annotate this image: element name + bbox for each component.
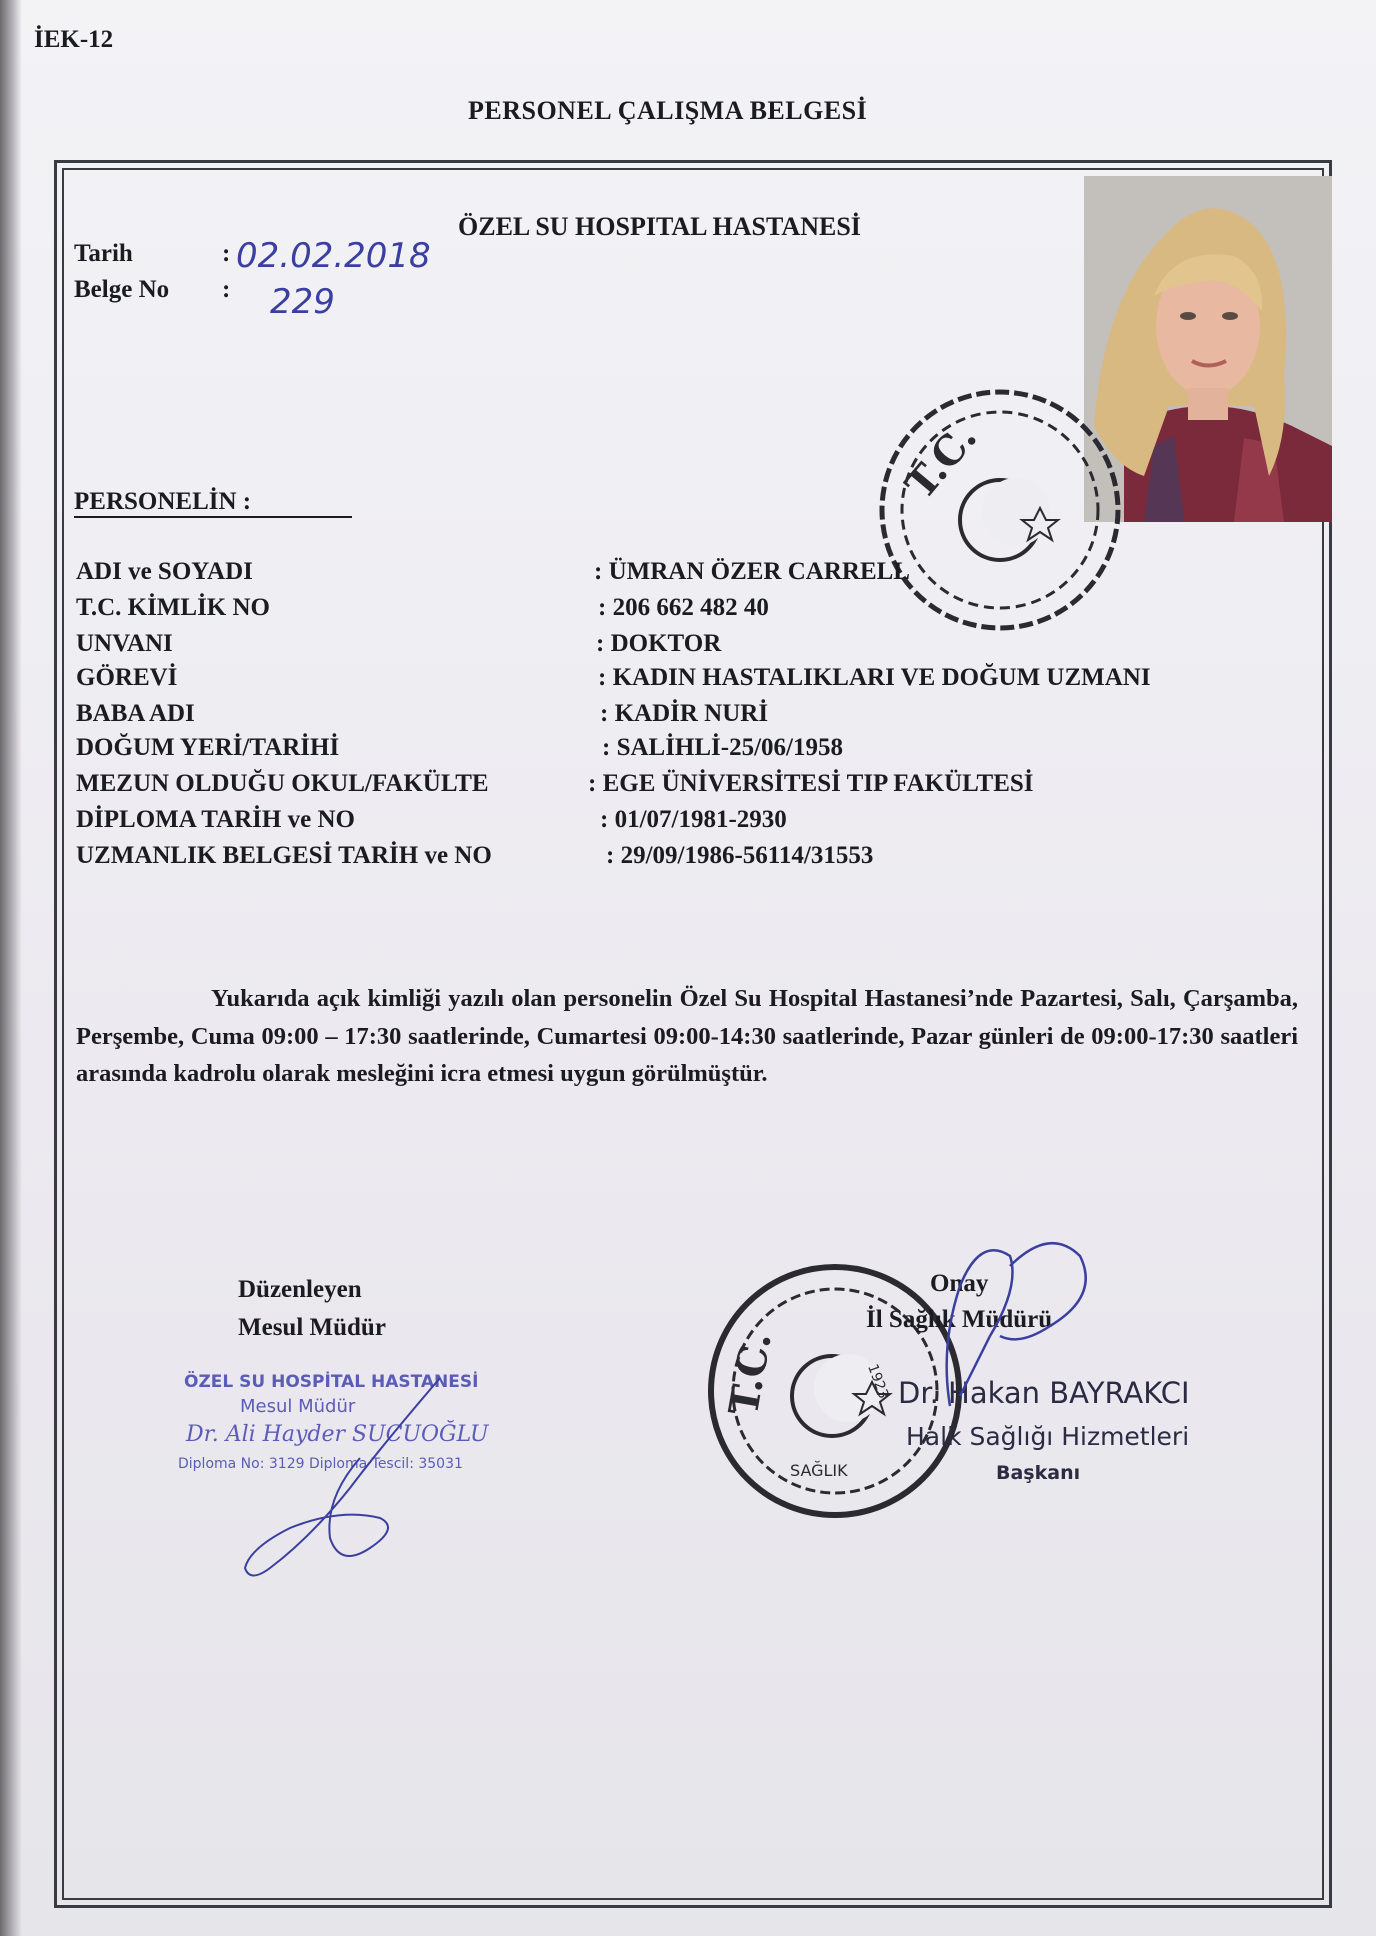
field-value: : SALİHLİ-25/06/1958 [602,734,844,761]
field-label: ADI ve SOYADI [76,558,253,585]
field-value: : KADIN HASTALIKLARI VE DOĞUM UZMANI [598,664,1151,691]
left-signature-scribble-icon [230,1368,470,1588]
field-row-school [76,770,1276,804]
left-stamp-diploma: Diploma No: 3129 Diploma Tescil: 35031 [178,1456,463,1472]
left-stamp-role: Mesul Müdür [240,1396,356,1417]
field-label: UNVANI [76,630,173,657]
field-value: : DOKTOR [596,630,722,657]
form-code: İEK-12 [34,26,114,53]
right-stamp-role: Başkanı [996,1462,1081,1484]
left-stamp-org: ÖZEL SU HOSPİTAL HASTANESİ [184,1372,479,1392]
document-title: PERSONEL ÇALIŞMA BELGESİ [468,96,868,125]
date-value-handwritten: 02.02.2018 [236,236,431,276]
right-stamp-title: Halk Sağlığı Hizmetleri [906,1422,1190,1451]
field-label: T.C. KİMLİK NO [76,594,270,621]
doc-no-label: Belge No [74,276,170,303]
field-value: : 206 662 482 40 [598,594,769,621]
right-stamp-name: Dr. Hakan BAYRAKCI [898,1376,1190,1410]
field-row-title [76,630,1276,664]
right-signature-scribble-icon [900,1226,1120,1426]
field-value: : KADİR NURİ [600,700,769,727]
field-row-father-name [76,700,1276,734]
doc-no-value-handwritten: 229 [270,282,335,322]
body-paragraph-text: Yukarıda açık kimliği yazılı olan personelin Özel Su Hospital Hastanesi’nde Pazartesi, Salı, Çarşamba, Perşembe, Cuma 09:00 – 17:30 saatlerinde, Cumartesi 09:00-14:30 saatlerinde, Pazar günleri de 09:00-17:30 saatleri arasında kadrolu olarak mesleğini icra etmesi uygun görülmüştür. [76,985,1298,1087]
field-row-name [76,558,1276,592]
field-value: : EGE ÜNİVERSİTESİ TIP FAKÜLTESİ [588,770,1034,797]
field-value: : ÜMRAN ÖZER CARRELL [594,558,910,585]
seal-bottom-year: 1923 [864,1362,892,1401]
left-stamp-name: Dr. Ali Hayder SUCUOĞLU [186,1422,489,1447]
left-signatory-line2: Mesul Müdür [238,1314,386,1341]
right-signatory-line2: İl Sağlık Müdürü [866,1306,1053,1333]
field-row-birth [76,734,1276,768]
field-label: DİPLOMA TARİH ve NO [76,806,355,833]
hospital-name: ÖZEL SU HOSPITAL HASTANESİ [458,212,861,241]
field-row-tc-id [76,594,1276,628]
field-row-specialty [76,842,1276,876]
body-paragraph [76,980,1298,1093]
seal-bottom-tc: T.C. [719,1328,781,1420]
field-label: MEZUN OLDUĞU OKUL/FAKÜLTE [76,770,489,797]
right-signatory-line1: Onay [930,1270,989,1297]
field-label: UZMANLIK BELGESİ TARİH ve NO [76,842,492,869]
field-row-duty [76,664,1276,698]
doc-no-colon: : [222,276,231,303]
date-label: Tarih [74,240,133,267]
field-value: : 29/09/1986-56114/31553 [606,842,874,869]
date-colon: : [222,240,231,267]
field-label: GÖREVİ [76,664,178,691]
field-value: : 01/07/1981-2930 [600,806,787,833]
field-label: DOĞUM YERİ/TARİHİ [76,734,340,761]
page-edge-shadow [0,0,22,1936]
left-signatory-line1: Düzenleyen [238,1276,362,1303]
personnel-section-heading: PERSONELİN : [74,488,352,518]
seal-top-tc: T.C. [896,413,987,509]
field-row-diploma [76,806,1276,840]
seal-bottom-saglik: SAĞLIK [790,1461,848,1480]
field-label: BABA ADI [76,700,195,727]
